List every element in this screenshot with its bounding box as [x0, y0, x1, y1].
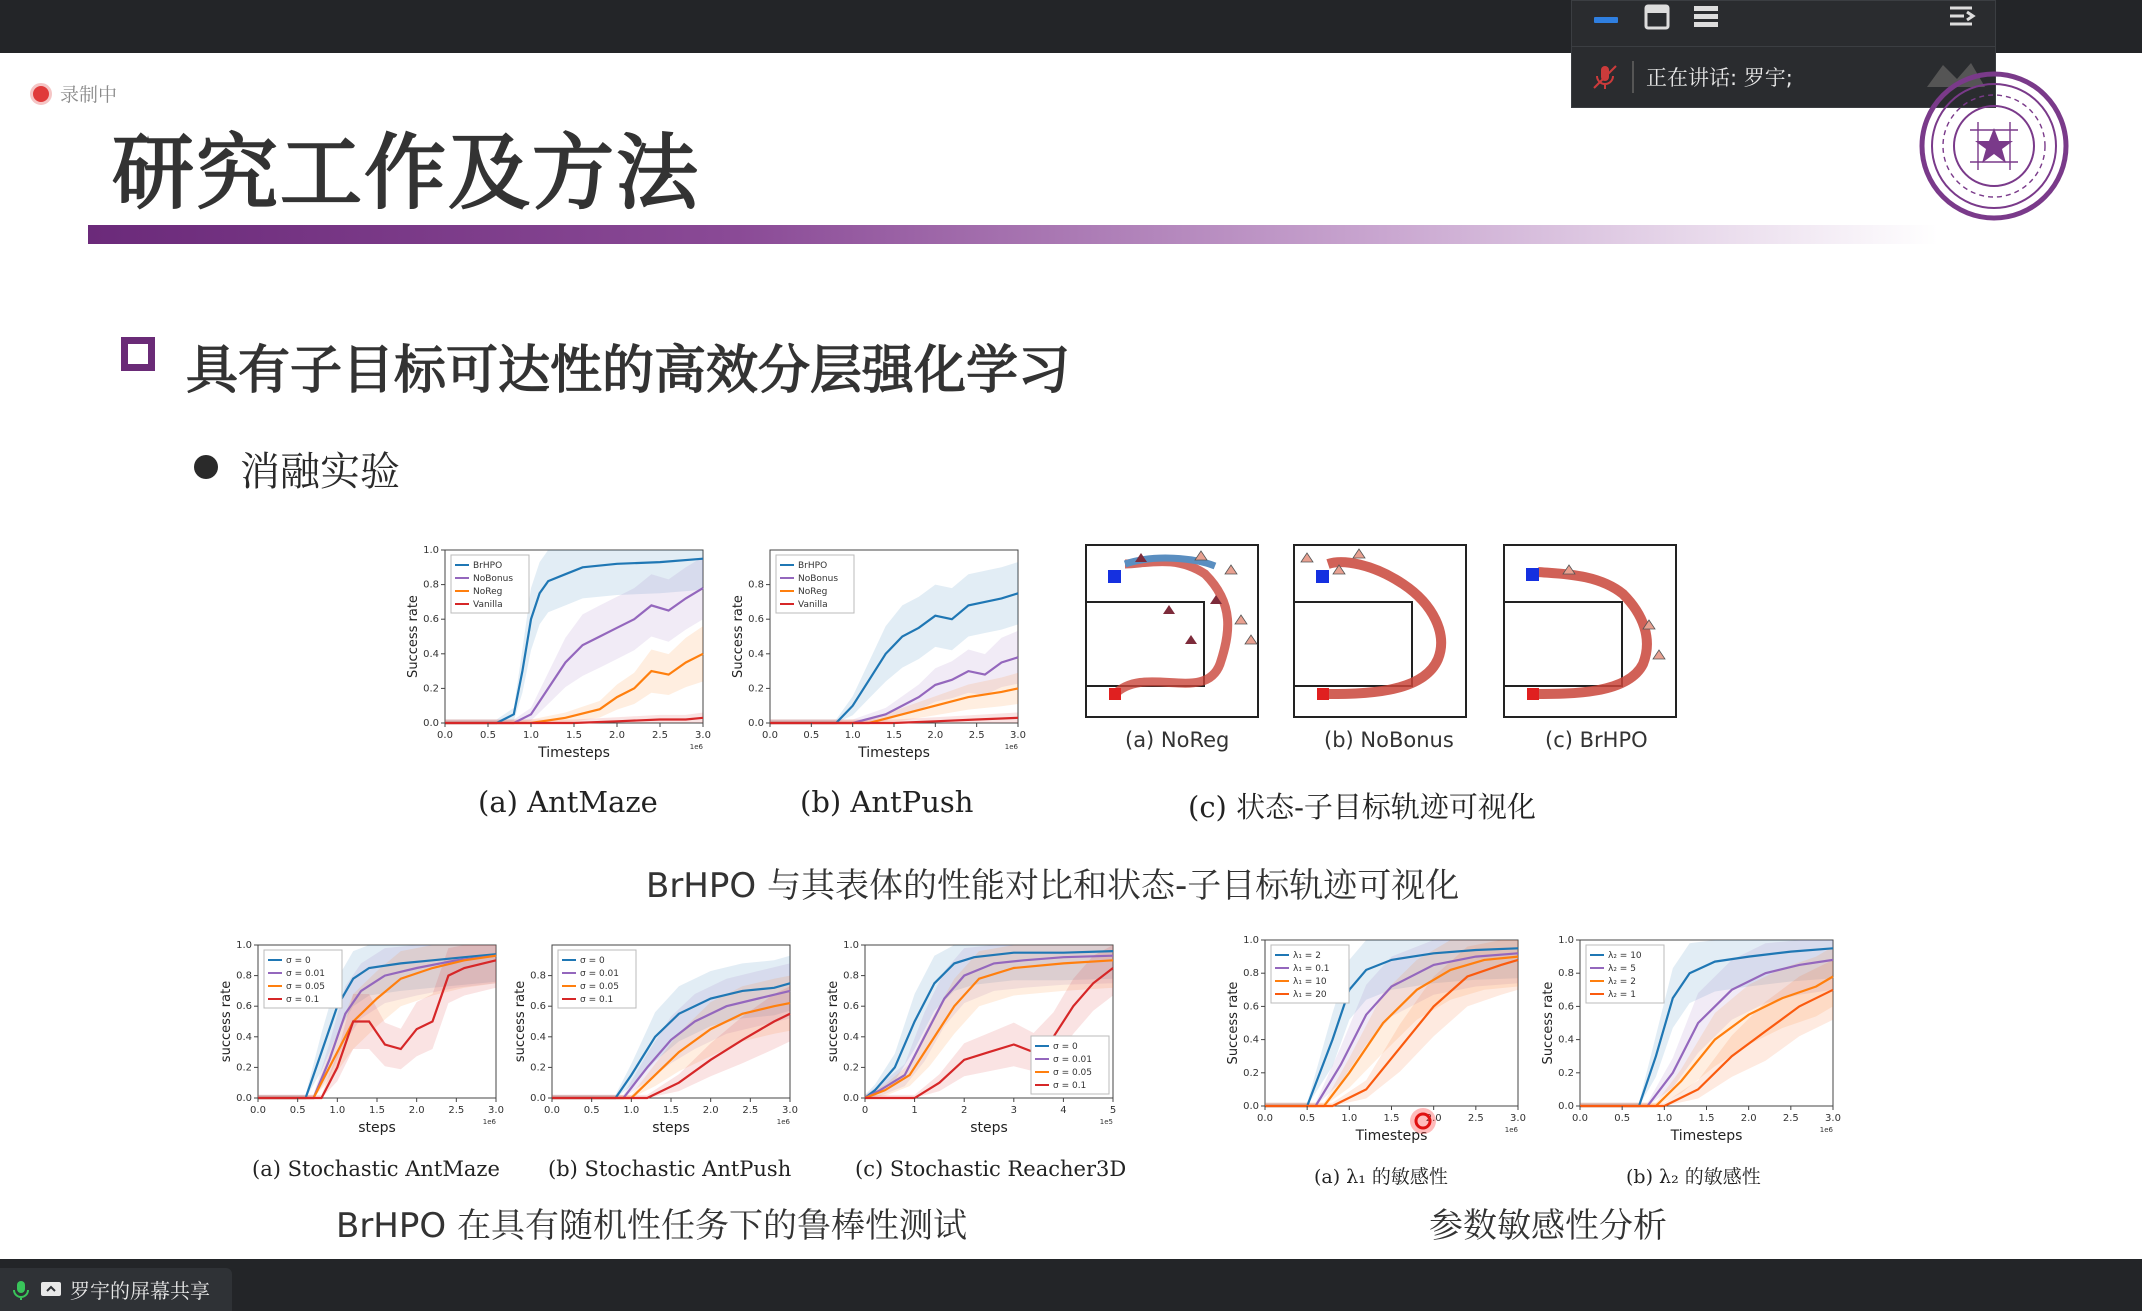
y-tick-label: 1.0 [236, 940, 252, 951]
traj-label-noreg: (a) NoReg [1125, 728, 1230, 752]
y-tick-label: 0.0 [530, 1093, 546, 1104]
mic-icon [10, 1279, 32, 1301]
meeting-bottom-bar [0, 1259, 2142, 1311]
y-tick-label: 0.0 [748, 718, 764, 729]
chart-lambda1 [1225, 930, 1530, 1148]
x-tick-label: 0.0 [544, 1105, 560, 1116]
title-underline-bar [88, 225, 1938, 244]
y-axis-label: Success rate [1226, 981, 1241, 1065]
legend-label: λ₁ = 0.1 [1293, 964, 1330, 974]
traj-label-nobonus: (b) NoBonus [1324, 728, 1454, 752]
start-marker [1109, 688, 1121, 700]
start-marker [1317, 688, 1329, 700]
x-tick-label: 1.5 [369, 1105, 385, 1116]
y-tick-label: 1.0 [423, 545, 439, 556]
y-tick-label: 0.8 [1558, 968, 1574, 980]
legend-label: σ = 0.1 [580, 995, 614, 1005]
chart-antpush [730, 540, 1030, 765]
x-tick-label: 0.0 [250, 1105, 266, 1116]
x-tick-label: 1.5 [663, 1105, 679, 1116]
y-axis-label: Success rate [406, 595, 421, 678]
x-tick-label: 0.5 [583, 1105, 600, 1116]
y-tick-label: 0.6 [1243, 1001, 1259, 1013]
chart-stochastic-reacher3d [825, 935, 1125, 1140]
x-tick-label: 2.5 [652, 730, 668, 741]
x-axis-label: Timesteps [858, 745, 930, 761]
legend-label: σ = 0.01 [1053, 1055, 1093, 1065]
x-tick-label: 4 [1060, 1105, 1067, 1116]
y-tick-label: 0.6 [530, 1001, 546, 1013]
y-tick-label: 0.0 [236, 1093, 252, 1104]
caption-stochastic-reacher3d: (c) Stochastic Reacher3D [855, 1157, 1127, 1181]
y-tick-label: 0.2 [236, 1062, 252, 1074]
x-tick-label: 2.5 [742, 1105, 759, 1116]
y-tick-label: 0.4 [530, 1031, 546, 1043]
y-tick-label: 0.4 [1558, 1034, 1574, 1046]
y-tick-label: 0.2 [1558, 1067, 1574, 1079]
bullet-dot-icon [194, 455, 218, 479]
minimize-icon[interactable] [1592, 9, 1620, 31]
caption-antpush: (b) AntPush [800, 785, 974, 819]
x-tick-label: 1.0 [1656, 1113, 1673, 1124]
caption-stochastic-antmaze: (a) Stochastic AntMaze [252, 1157, 500, 1181]
caption-antmaze: (a) AntMaze [478, 785, 658, 819]
bottom-caption-robustness: BrHPO 在具有随机性任务下的鲁棒性测试 [336, 1206, 967, 1246]
y-tick-label: 0.8 [236, 970, 252, 982]
legend-label: Vanilla [798, 600, 828, 610]
y-tick-label: 0.8 [843, 970, 859, 982]
goal-marker [1108, 570, 1121, 583]
chart-stochastic-antmaze [218, 935, 508, 1140]
share-label: 罗宇的屏幕共享 [70, 1279, 210, 1303]
x-tick-label: 1.0 [329, 1105, 346, 1116]
x-tick-label: 1.0 [623, 1105, 640, 1116]
y-tick-label: 0.0 [1243, 1101, 1259, 1112]
y-tick-label: 0.0 [843, 1093, 859, 1104]
caption-stochastic-antpush: (b) Stochastic AntPush [548, 1157, 792, 1181]
x-tick-label: 3.0 [1510, 1113, 1526, 1124]
x-tick-label: 2.0 [609, 730, 625, 741]
x-tick-label: 0.0 [1257, 1113, 1273, 1124]
legend-label: σ = 0.05 [1053, 1068, 1093, 1078]
x-scale-label: 1e6 [482, 1118, 496, 1126]
y-tick-label: 0.2 [530, 1062, 546, 1074]
caption-lambda2: (b) λ₂ 的敏感性 [1626, 1166, 1761, 1188]
y-tick-label: 0.4 [423, 648, 439, 660]
x-tick-label: 1.0 [844, 730, 861, 741]
caption-lambda1: (a) λ₁ 的敏感性 [1314, 1166, 1448, 1188]
goal-marker [1316, 570, 1329, 583]
y-tick-label: 0.8 [748, 579, 764, 591]
x-scale-label: 1e6 [1004, 743, 1018, 751]
cursor-highlight-icon [1408, 1106, 1438, 1136]
legend-label: Vanilla [473, 600, 503, 610]
legend-label: λ₂ = 1 [1608, 990, 1636, 1000]
window-icon[interactable] [1644, 4, 1670, 30]
x-tick-label: 2 [961, 1105, 968, 1116]
bullet-text: 消融实验 [240, 449, 400, 495]
x-axis-label: Timesteps [1670, 1128, 1743, 1144]
y-tick-label: 0.6 [236, 1001, 252, 1013]
trajectory-nobonus [1293, 544, 1469, 720]
legend-label: σ = 0.05 [286, 982, 326, 992]
x-tick-label: 1.5 [1383, 1113, 1400, 1124]
x-tick-label: 2.0 [1740, 1113, 1757, 1124]
x-tick-label: 2.0 [927, 730, 944, 741]
x-tick-label: 1.0 [1341, 1113, 1358, 1124]
x-tick-label: 3.0 [782, 1105, 798, 1116]
legend-label: NoReg [798, 587, 828, 597]
legend-label: BrHPO [798, 561, 828, 571]
screen-share-icon [40, 1279, 62, 1301]
x-tick-label: 3.0 [1010, 730, 1026, 741]
x-tick-label: 0.5 [1299, 1113, 1316, 1124]
x-tick-label: 2.0 [408, 1105, 425, 1116]
traj-label-brhpo: (c) BrHPO [1545, 728, 1648, 752]
x-tick-label: 1.0 [523, 730, 539, 741]
legend-label: σ = 0.1 [286, 995, 320, 1005]
x-tick-label: 0.5 [289, 1105, 306, 1116]
y-tick-label: 0.2 [423, 683, 439, 695]
y-tick-label: 0.4 [843, 1031, 859, 1043]
record-dot-icon [30, 83, 52, 105]
y-tick-label: 0.2 [1243, 1067, 1259, 1079]
legend-label: σ = 0.1 [1053, 1081, 1087, 1091]
x-tick-label: 0.5 [1614, 1113, 1631, 1124]
x-tick-label: 0.5 [480, 730, 496, 741]
legend-label: λ₂ = 10 [1608, 951, 1642, 961]
x-tick-label: 5 [1109, 1105, 1117, 1116]
x-scale-label: 1e5 [1099, 1118, 1113, 1126]
x-tick-label: 3.0 [488, 1105, 504, 1116]
y-axis-label: success rate [219, 980, 234, 1063]
bottom-caption-sensitivity: 参数敏感性分析 [1429, 1206, 1667, 1246]
section-checkbox-icon [121, 337, 155, 371]
y-tick-label: 0.8 [530, 970, 546, 982]
x-tick-label: 3.0 [695, 730, 711, 741]
x-tick-label: 0.0 [437, 730, 453, 741]
start-marker [1527, 688, 1539, 700]
y-tick-label: 0.4 [1243, 1034, 1259, 1046]
y-tick-label: 1.0 [843, 940, 859, 951]
x-scale-label: 1e6 [1819, 1126, 1833, 1134]
y-tick-label: 1.0 [1558, 935, 1574, 946]
x-tick-label: 3.0 [1825, 1113, 1841, 1124]
legend-label: λ₂ = 2 [1608, 977, 1636, 987]
legend-label: σ = 0 [286, 956, 311, 966]
screen-share-tab[interactable] [0, 1268, 232, 1311]
slide-title: 研究工作及方法 [112, 126, 701, 221]
legend-label: λ₂ = 5 [1608, 964, 1636, 974]
goal-marker [1526, 568, 1539, 581]
trajectory-noreg [1085, 544, 1261, 720]
recording-indicator [30, 80, 117, 107]
x-axis-label: steps [652, 1120, 690, 1136]
collapse-panel-icon[interactable] [1947, 4, 1977, 30]
trajectory-brhpo [1503, 544, 1679, 720]
y-axis-label: success rate [513, 980, 528, 1063]
legend-label: NoBonus [473, 574, 514, 584]
legend-label: σ = 0.01 [286, 969, 326, 979]
x-tick-label: 2.5 [1467, 1113, 1484, 1124]
top-figure-caption: BrHPO 与其表体的性能对比和状态-子目标轨迹可视化 [646, 866, 1460, 906]
x-tick-label: 1.5 [566, 730, 582, 741]
legend-label: λ₁ = 20 [1293, 990, 1327, 1000]
legend-label: σ = 0 [580, 956, 605, 966]
x-tick-label: 2.5 [1782, 1113, 1799, 1124]
y-tick-label: 0.4 [748, 648, 764, 660]
x-tick-label: 2.0 [1425, 1113, 1442, 1124]
x-tick-label: 2.5 [968, 730, 985, 741]
x-tick-label: 1 [911, 1105, 918, 1116]
y-tick-label: 0.6 [748, 614, 764, 626]
legend-label: σ = 0.01 [580, 969, 620, 979]
x-tick-label: 3 [1010, 1105, 1017, 1116]
mic-muted-icon [1590, 62, 1620, 92]
x-tick-label: 0.0 [762, 730, 778, 741]
x-axis-label: Timesteps [538, 745, 610, 761]
x-tick-label: 0 [861, 1105, 869, 1116]
legend-label: BrHPO [473, 561, 503, 571]
x-tick-label: 0.5 [803, 730, 820, 741]
y-tick-label: 0.6 [843, 1001, 859, 1013]
legend-label: σ = 0 [1053, 1042, 1078, 1052]
legend-label: λ₁ = 10 [1293, 977, 1327, 987]
speaking-label: 正在讲话: 罗宇; [1646, 66, 1793, 90]
y-axis-label: Success rate [731, 595, 746, 678]
chart-stochastic-antpush [512, 935, 802, 1140]
y-tick-label: 0.8 [1243, 968, 1259, 980]
y-tick-label: 0.2 [843, 1062, 859, 1074]
y-tick-label: 0.0 [1558, 1101, 1574, 1112]
university-seal-logo [1918, 70, 2070, 222]
y-tick-label: 0.0 [423, 718, 439, 729]
speaker-panel-toolbar [1572, 1, 1995, 47]
x-tick-label: 0.0 [1572, 1113, 1588, 1124]
x-tick-label: 1.5 [886, 730, 902, 741]
y-tick-label: 1.0 [1243, 935, 1259, 946]
x-tick-label: 1.5 [1698, 1113, 1715, 1124]
caption-trajectory: (c) 状态-子目标轨迹可视化 [1188, 790, 1536, 824]
legend-label: λ₁ = 2 [1293, 951, 1321, 961]
list-view-icon[interactable] [1692, 4, 1720, 30]
chart-antmaze [405, 540, 715, 765]
x-axis-label: Timesteps [1355, 1128, 1428, 1144]
legend-label: NoReg [473, 587, 503, 597]
y-tick-label: 0.6 [1558, 1001, 1574, 1013]
x-scale-label: 1e6 [776, 1118, 790, 1126]
chart-lambda2 [1540, 930, 1845, 1148]
y-tick-label: 0.6 [423, 614, 439, 626]
y-tick-label: 0.8 [423, 579, 439, 591]
y-tick-label: 0.2 [748, 683, 764, 695]
section-title: 具有子目标可达性的高效分层强化学习 [186, 341, 1071, 401]
y-tick-label: 0.4 [236, 1031, 252, 1043]
y-axis-label: success rate [826, 980, 841, 1063]
x-scale-label: 1e6 [689, 743, 703, 751]
x-tick-label: 2.0 [702, 1105, 719, 1116]
recording-label: 录制中 [60, 84, 118, 106]
legend-label: σ = 0.05 [580, 982, 620, 992]
x-axis-label: steps [358, 1120, 396, 1136]
legend-label: NoBonus [798, 574, 839, 584]
y-axis-label: Success rate [1541, 981, 1556, 1065]
x-axis-label: steps [970, 1120, 1008, 1136]
x-tick-label: 2.5 [448, 1105, 465, 1116]
x-scale-label: 1e6 [1504, 1126, 1518, 1134]
